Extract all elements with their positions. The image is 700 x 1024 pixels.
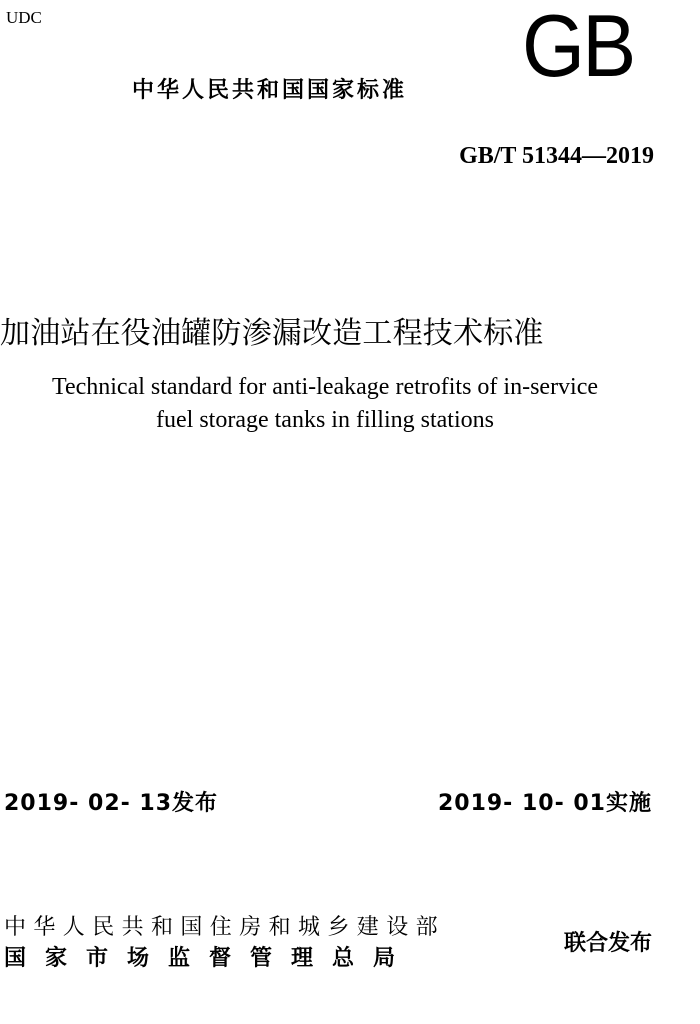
gb-logo: GB	[522, 0, 634, 95]
standard-number: GB/T 51344—2019	[459, 143, 654, 169]
joint-issue-label: 联合发布	[563, 931, 652, 956]
implementation-date: 2019- 10- 01实施	[437, 791, 652, 816]
udc-label: UDC	[6, 8, 42, 27]
title-english-line2: fuel storage tanks in filling stations	[156, 407, 494, 433]
issue-date: 2019- 02- 13发布	[4, 791, 219, 816]
issuer-administration: 国家市场监督管理总局	[4, 946, 415, 971]
issuer-ministry: 中华人民共和国住房和城乡建设部	[4, 915, 446, 940]
title-chinese: 加油站在役油罐防渗漏改造工程技术标准	[0, 316, 544, 351]
national-standard-heading: 中华人民共和国国家标准	[132, 78, 408, 103]
title-english-line1: Technical standard for anti-leakage retrofits of in-service	[51, 374, 599, 400]
